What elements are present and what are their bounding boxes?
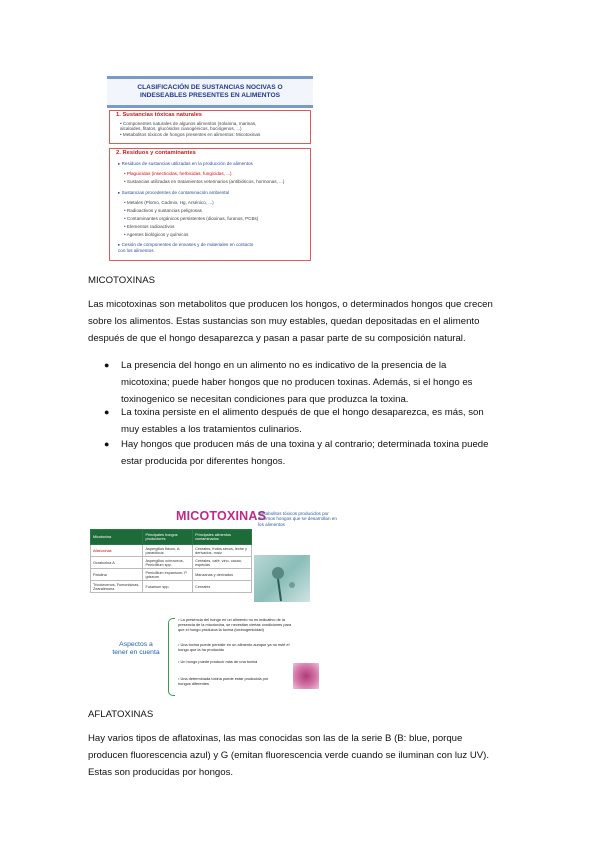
bullet-icon: ●: [104, 360, 110, 370]
figure2-side-text: Metabolitos tóxicos producidos por diversos hongos que se desarrollan en los alimentos: [258, 511, 337, 527]
section2-item: • Agentes biológicos y químicos: [124, 232, 189, 237]
table-cell: Ocratoxina A: [91, 557, 143, 569]
bullet-icon: •: [178, 659, 181, 664]
bullet-icon: •: [178, 642, 181, 647]
list-item-line: muy estables a los tratamientos culinarios.: [121, 424, 302, 435]
paragraph-line: después de que el hongo desaparezca y pasan a pasar parte de su composición natural.: [88, 333, 466, 344]
figure1-title-line2: INDESEABLES PRESENTES EN ALIMENTOS: [140, 92, 280, 99]
classification-figure: [107, 73, 313, 261]
section2-item: con los alimentos: [118, 248, 154, 253]
list-item: [104, 404, 521, 438]
table-row: [91, 557, 252, 569]
list-item-line: toxinogenico se necesitan condiciones para que produzca la toxina.: [121, 394, 409, 405]
list-item-line: La presencia del hongo en un alimento no es indicativo de la presencia de la: [121, 360, 447, 371]
section2-item: ▸ Residuos de sustancias utilizadas en la producción de alimentos: [118, 161, 253, 166]
section2-item: • Plaguicidas (insecticidas, herbicidas, fungicidas, ...): [124, 171, 232, 176]
aspect-point-text: Una toxina puede persistir en un alimento aunque ya no esté el hongo que la ha producido: [178, 642, 290, 652]
section2-item: • Radioactivos y sustancias peligrosas: [124, 208, 202, 213]
section2-item: • Elementos radioactivos: [124, 224, 175, 229]
table-cell: Cereales, café, vino, cacao, especias: [193, 557, 252, 569]
table-cell: Cereales, frutos secos, leche y derivados, maíz: [193, 545, 252, 557]
bracket-shape: [168, 618, 175, 696]
table-cell: Aflatoxinas: [91, 545, 143, 557]
aspect-point-text: Un hongo puede producir más de una toxina: [180, 659, 258, 664]
aspect-point-text: Una determinada toxina puede estar producida por hongos diferentes: [178, 676, 269, 686]
aspects-label-line: Aspectos a: [119, 641, 153, 648]
fungus-spore-image: [293, 663, 319, 689]
table-cell: Tricotecenos, Fumonisinas, Zearalenona: [91, 581, 143, 593]
micotoxinas-figure: [88, 503, 345, 698]
table-cell: Aspergillus ochraceus, Penicillium spp.: [143, 557, 193, 569]
aspect-point: [178, 618, 296, 632]
list-item: [104, 357, 521, 408]
fungus-micrograph-image: [254, 555, 310, 602]
table-cell: Manzanas y derivados: [193, 569, 252, 581]
micotoxinas-heading: MICOTOXINAS: [88, 275, 155, 286]
paragraph-line: producen fluorescencia azul) y G (emitan fluorescencia verde cuando se iluminan con luz UV).: [88, 750, 490, 761]
aspect-point-text: La presencia del hongo en un alimento no es indicativo de la presencia de la micotoxina, se necesitan ciertas condiciones para que el hongo produzca la toxina (toxinogenicidad): [178, 617, 292, 632]
section2-title: 2. Residuos y contaminantes: [116, 150, 196, 156]
section1-item: • Metabolitos tóxicos de hongos presentes en alimentos: Micotoxinas: [120, 132, 261, 137]
table-header: Principales hongos productores: [143, 530, 193, 545]
section1-item: • Componentes naturales de algunos alimentos (solanina, marinas,: [120, 121, 257, 126]
section2-item: • Contaminantes orgánicos persistentes (dioxinas, furanos, PCBs): [124, 216, 259, 221]
paragraph-line: sobre los alimentos. Estas sustancias son muy estables, quedan depositadas en el alimento: [88, 316, 480, 327]
paragraph-line: Estas son producidas por hongos.: [88, 767, 234, 778]
aflatoxinas-heading: AFLATOXINAS: [88, 709, 154, 720]
table-row: [91, 569, 252, 581]
natural-toxins-box: [109, 110, 311, 144]
section2-item: • Metales (Plomo, Cadmio, Hg, Arsénico, ...): [124, 200, 214, 205]
list-item-line: La toxina persiste en el alimento después de que el hongo desaparezca, es más, son: [121, 407, 484, 418]
bullet-icon: ●: [104, 439, 110, 449]
list-item-line: estar producida por diferentes hongos.: [121, 456, 286, 467]
residues-box: [109, 148, 311, 261]
table-header-row: [91, 530, 252, 545]
table-header: Micotoxina: [91, 530, 143, 545]
section2-item: ▸ Sustancias procedentes de contaminación ambiental: [118, 190, 230, 195]
aspect-point: [178, 660, 278, 665]
figure1-title-line1: CLASIFICACIÓN DE SUSTANCIAS NOCIVAS O: [137, 84, 283, 91]
table-row: [91, 581, 252, 593]
aspect-point: [178, 677, 278, 687]
section2-item: • Sustancias utilizadas en tratamientos veterinarios (antibióticos, hormonas, ...): [124, 179, 285, 184]
figure2-title: MICOTOXINAS: [176, 509, 267, 523]
list-item-line: Hay hongos que producen más de una toxina y al contrario; determinada toxina puede: [121, 439, 489, 450]
aflatoxinas-paragraph: [88, 730, 538, 781]
bullet-icon: ●: [104, 407, 110, 417]
aspects-label-line: tener en cuenta: [112, 649, 160, 656]
aspects-label: [102, 641, 170, 657]
bullet-icon: •: [178, 617, 181, 622]
table-cell: Penicillium expansum, P. griseum: [143, 569, 193, 581]
micotoxinas-paragraph: [88, 296, 528, 347]
table-row: [91, 545, 252, 557]
bullet-icon: •: [178, 676, 181, 681]
table-cell: Fusarium spp.: [143, 581, 193, 593]
table-header: Principales alimentos contaminados: [193, 530, 252, 545]
list-item-line: micotoxina; puede haber hongos que no producen toxinas. Además, si el hongo es: [121, 377, 473, 388]
aspect-point: [178, 643, 296, 653]
paragraph-line: Las micotoxinas son metabolitos que producen los hongos, o determinados hongos que crecen: [88, 299, 493, 310]
table-cell: Aspergillus flavus, A. parasiticus: [143, 545, 193, 557]
paragraph-line: Hay varios tipos de aflatoxinas, las mas conocidas son las de la serie B (B: blue, porque: [88, 733, 463, 744]
section1-title: 1. Sustancias tóxicas naturales: [116, 112, 203, 118]
table-cell: Patulina: [91, 569, 143, 581]
list-item: [104, 436, 521, 470]
section1-item: alcaloides, fitatos, glucósidos cianogénicos, bociógenos, ...): [120, 126, 242, 131]
table-cell: Cereales: [193, 581, 252, 593]
figure1-header: [107, 76, 313, 108]
micotoxinas-table: [90, 529, 252, 593]
section2-item: ▸ Cesión de componentes de envases y de materiales en contacto: [118, 242, 254, 247]
